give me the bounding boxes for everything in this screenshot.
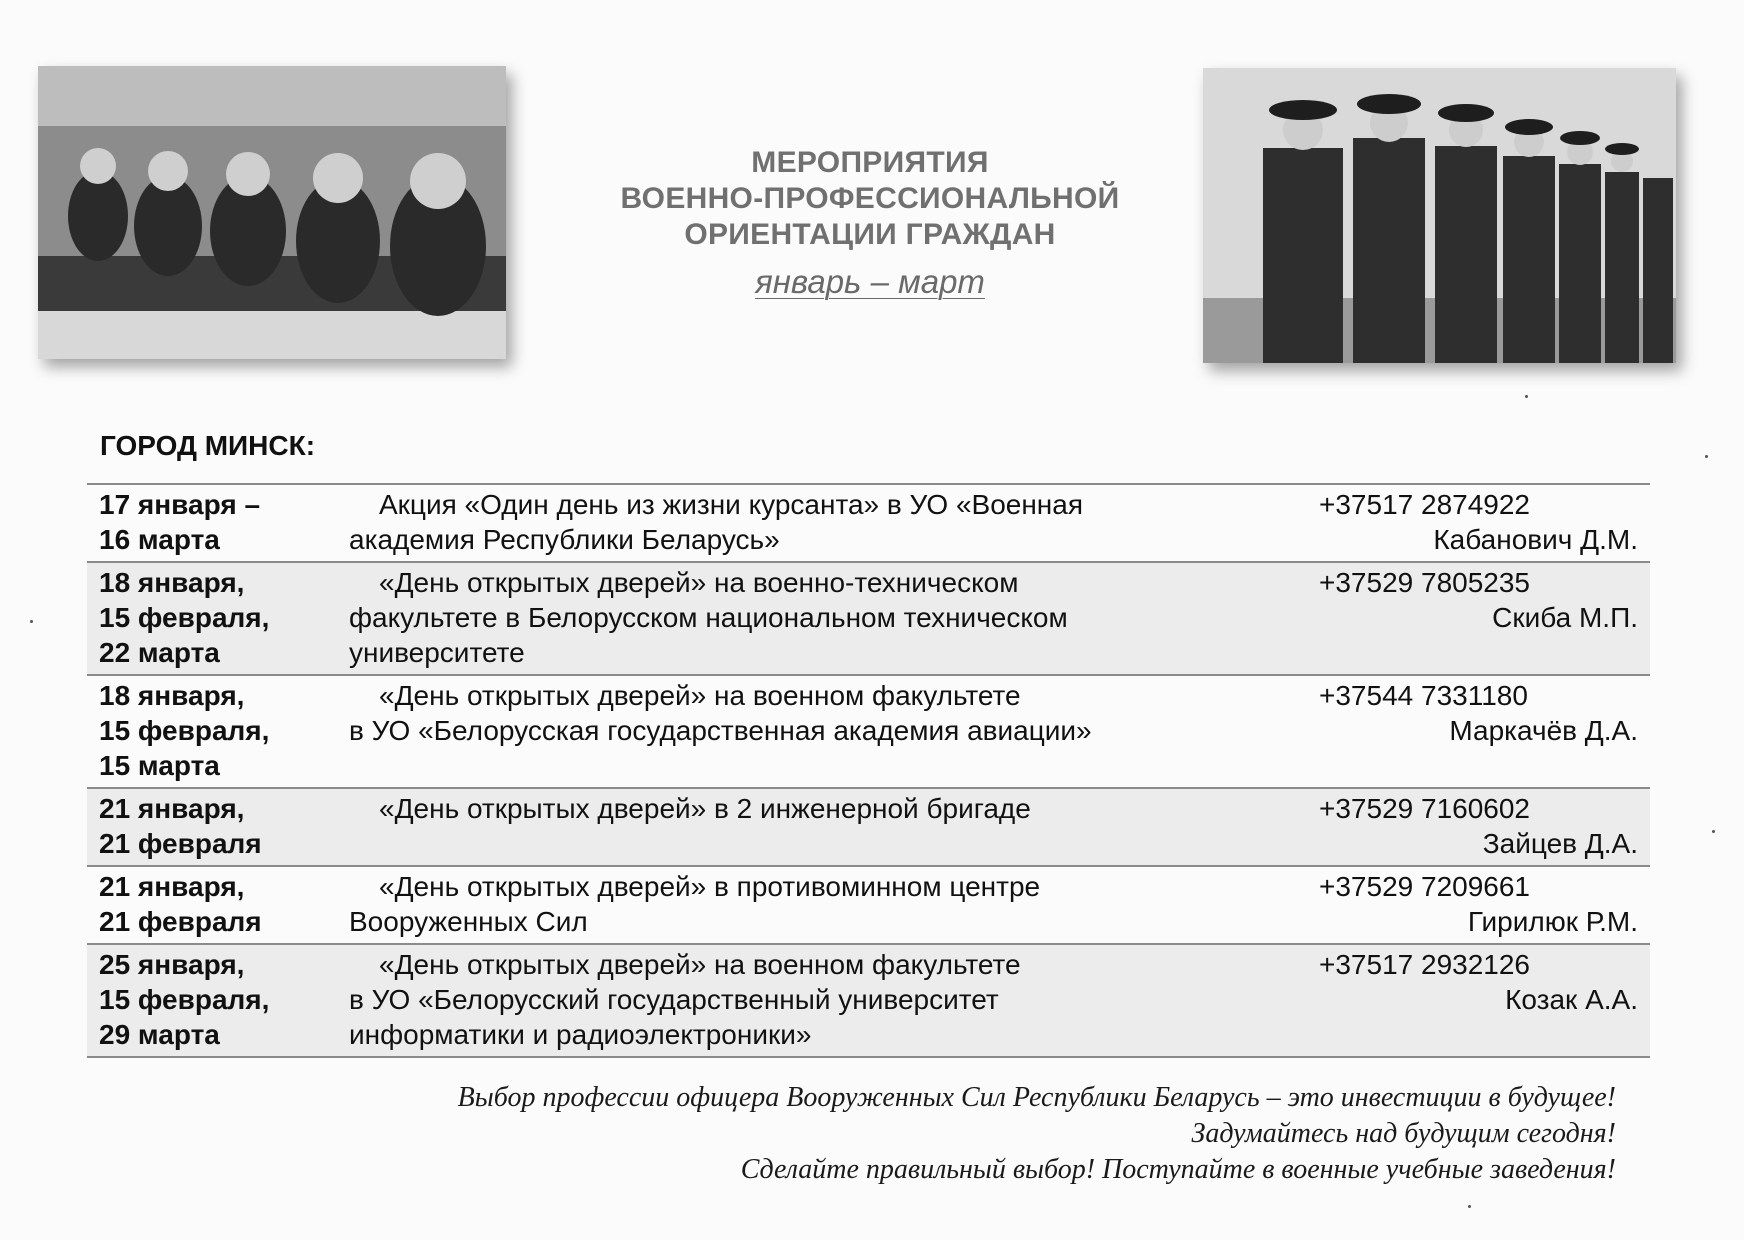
contact-phone: +37517 2932126: [1319, 949, 1530, 980]
event-dates: [87, 675, 349, 788]
scan-speck: [1525, 395, 1528, 398]
description-line: факультете в Белорусском национальном техническом: [349, 602, 1068, 633]
contact-phone: +37544 7331180: [1319, 680, 1528, 711]
description-line: «День открытых дверей» в 2 инженерной бригаде: [379, 793, 1031, 824]
date-line: 25 января,: [99, 949, 245, 980]
event-row: [87, 866, 1650, 944]
description-line: «День открытых дверей» в противоминном центре: [379, 871, 1041, 902]
date-line: 15 февраля,: [99, 984, 270, 1015]
scan-speck: [1468, 1205, 1471, 1208]
scan-speck: [30, 620, 33, 623]
date-line: 22 марта: [99, 637, 220, 668]
contact-name: Гирилюк Р.М.: [1467, 906, 1638, 937]
date-line: 29 марта: [99, 1019, 220, 1050]
event-description: [349, 944, 1319, 1057]
description-line: в УО «Белорусский государственный университет: [349, 984, 999, 1015]
date-line: 18 января,: [99, 680, 245, 711]
event-description: [349, 562, 1319, 675]
event-dates: [87, 866, 349, 944]
date-line: 15 марта: [99, 750, 220, 781]
contact-name: Скиба М.П.: [1492, 602, 1638, 633]
event-contact: [1319, 944, 1650, 1057]
event-description: [349, 484, 1319, 562]
contact-name: Зайцев Д.А.: [1482, 828, 1638, 859]
description-line: информатики и радиоэлектроники»: [349, 1019, 812, 1050]
event-contact: [1319, 484, 1650, 562]
event-contact: [1319, 866, 1650, 944]
description-line: Акция «Один день из жизни курсанта» в УО «Военная: [379, 489, 1084, 520]
title-line-1: МЕРОПРИЯТИЯ: [751, 146, 989, 179]
event-description: [349, 675, 1319, 788]
event-dates: [87, 562, 349, 675]
document-header: [560, 145, 1180, 301]
contact-phone: +37529 7805235: [1319, 567, 1530, 598]
events-table: [87, 483, 1650, 1058]
contact-phone: +37529 7209661: [1319, 871, 1530, 902]
date-line: 21 февраля: [99, 828, 262, 859]
description-line: в УО «Белорусская государственная академия авиации»: [349, 715, 1092, 746]
motto-line: Задумайтесь над будущим сегодня!: [1191, 1118, 1616, 1149]
date-line: 17 января –: [99, 489, 261, 520]
motto-line: Выбор профессии офицера Вооруженных Сил Республики Беларусь – это инвестиции в будущее!: [457, 1082, 1616, 1113]
event-dates: [87, 788, 349, 866]
event-contact: [1319, 788, 1650, 866]
event-row: [87, 944, 1650, 1057]
contact-phone: +37529 7160602: [1319, 793, 1530, 824]
motto-line: Сделайте правильный выбор! Поступайте в военные учебные заведения!: [740, 1154, 1616, 1185]
date-line: 21 января,: [99, 793, 245, 824]
description-line: «День открытых дверей» на военном факультете: [379, 949, 1021, 980]
contact-name: Маркачёв Д.А.: [1449, 715, 1638, 746]
scan-speck: [1712, 830, 1715, 833]
city-heading: ГОРОД МИНСК:: [100, 430, 316, 461]
event-contact: [1319, 675, 1650, 788]
contact-name: Кабанович Д.М.: [1433, 524, 1638, 555]
date-line: 15 февраля,: [99, 602, 270, 633]
event-row: [87, 788, 1650, 866]
motto-block: [216, 1080, 1616, 1188]
cadets-classroom-photo: [38, 66, 506, 359]
event-description: [349, 866, 1319, 944]
title-line-3: ОРИЕНТАЦИИ ГРАЖДАН: [684, 218, 1056, 251]
description-line: «День открытых дверей» на военном факультете: [379, 680, 1021, 711]
event-row: [87, 675, 1650, 788]
scan-speck: [1705, 455, 1708, 458]
event-row: [87, 484, 1650, 562]
cadets-parade-photo: [1203, 68, 1676, 363]
event-row: [87, 562, 1650, 675]
event-description: [349, 788, 1319, 866]
event-contact: [1319, 562, 1650, 675]
date-line: 15 февраля,: [99, 715, 270, 746]
contact-name: Козак А.А.: [1505, 984, 1638, 1015]
date-line: 21 января,: [99, 871, 245, 902]
event-dates: [87, 944, 349, 1057]
description-line: Вооруженных Сил: [349, 906, 588, 937]
description-line: университете: [349, 637, 525, 668]
description-line: академия Республики Беларусь»: [349, 524, 780, 555]
contact-phone: +37517 2874922: [1319, 489, 1530, 520]
date-line: 18 января,: [99, 567, 245, 598]
period-subtitle: январь – март: [755, 263, 985, 300]
description-line: «День открытых дверей» на военно-техническом: [379, 567, 1019, 598]
date-line: 16 марта: [99, 524, 220, 555]
date-line: 21 февраля: [99, 906, 262, 937]
event-dates: [87, 484, 349, 562]
title-line-2: ВОЕННО-ПРОФЕССИОНАЛЬНОЙ: [620, 182, 1120, 215]
